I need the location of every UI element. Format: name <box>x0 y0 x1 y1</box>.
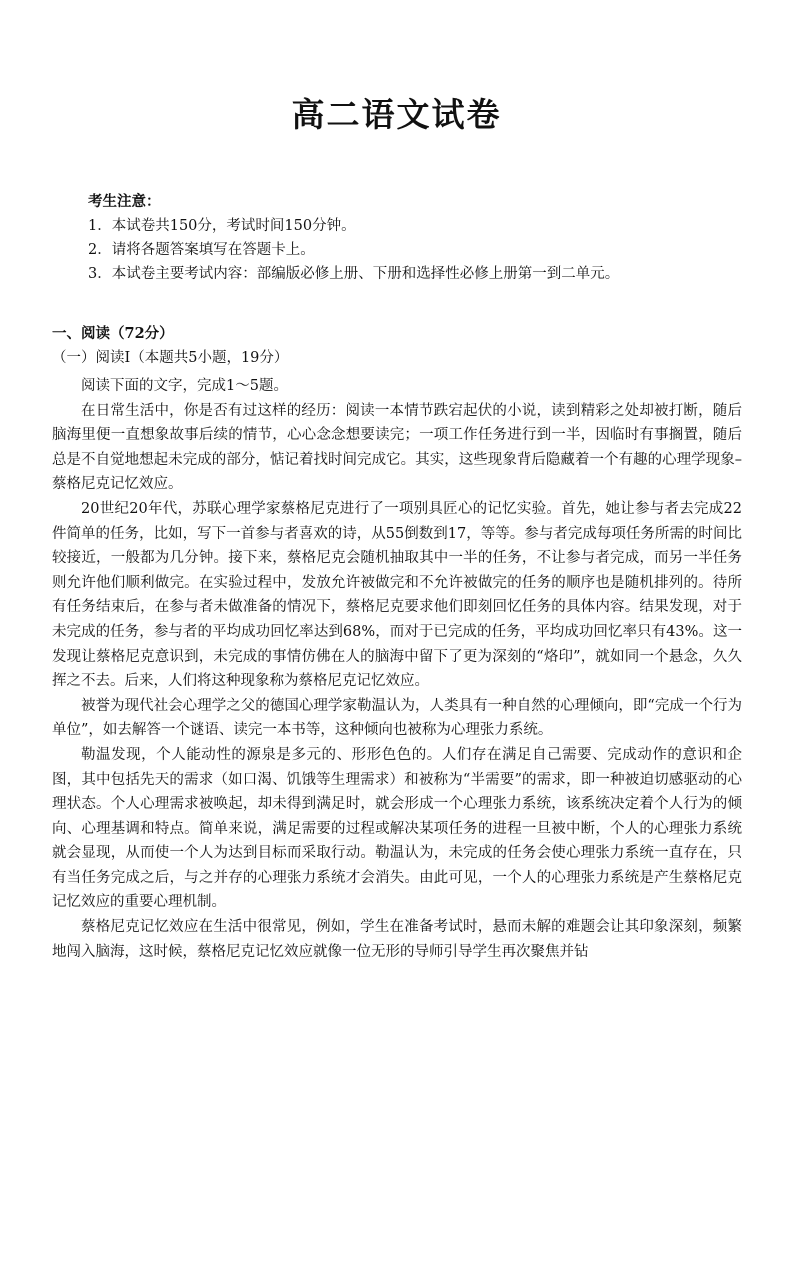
exam-title: 高二语文试卷 <box>291 95 502 134</box>
paragraph: 20世纪20年代，苏联心理学家蔡格尼克进行了一项别具匠心的记忆实验。首先，她让参与者去完成22件简单的任务，比如，写下一首参与者喜欢的诗，从55倒数到17，等等。参与者完成每项任务所需的时间比较接近，一般都为几分钟。接下来，蔡格尼克会随机抽取其中一半的任务，不让参与者完成，而另一半任务则允许他们顺利做完。在实验过程中，发放允许被做完和不允许被做完的任务的顺序也是随机排列的。待所有任务结束后，在参与者未做准备的情况下，蔡格尼克要求他们即刻回忆任务的具体内容。结果发现，对于未完成的任务，参与者的平均成功回忆率达到68%，而对于已完成的任务，平均成功回忆率只有43%。这一发现让蔡格尼克意识到，未完成的事情仿佛在人的脑海中留下了更为深刻的“烙印”，就如同一个悬念，久久挥之不去。后来，人们将这种现象称为蔡格尼克记忆效应。 <box>52 500 742 690</box>
notice-heading: 考生注意： <box>88 193 161 210</box>
instruction: 阅读下面的文字，完成1～5题。 <box>81 378 288 394</box>
paragraph: 勒温发现，个人能动性的源泉是多元的、形形色色的。人们存在满足自己需要、完成动作的意识和企图，其中包括先天的需求（如口渴、饥饿等生理需求）和被称为“半需要”的需求，即一种被迫切感驱动的心理状态。个人心理需求被唤起，却未得到满足时，就会形成一个心理张力系统，该系统决定着个人行为的倾向、心理基调和特点。简单来说，满足需要的过程或解决某项任务的进程一旦被中断，个人的心理张力系统就会显现，从而使一个人为达到目标而采取行动。勒温认为，未完成的任务会使心理张力系统一直存在，只有当任务完成之后，与之并存的心理张力系统才会消失。由此可见，一个人的心理张力系统是产生蔡格尼克记忆效应的重要心理机制。 <box>52 746 742 911</box>
notice-item: 3．本试卷主要考试内容：部编版必修上册、下册和选择性必修上册第一到二单元。 <box>88 266 620 282</box>
candidate-notice <box>88 190 768 286</box>
notice-item: 2．请将各题答案填写在答题卡上。 <box>88 242 315 258</box>
subsection-heading: （一）阅读I（本题共5小题，19分） <box>52 350 289 366</box>
notice-item: 1．本试卷共150分，考试时间150分钟。 <box>88 218 356 234</box>
paragraph: 被誉为现代社会心理学之父的德国心理学家勒温认为，人类具有一种自然的心理倾向，即“完成一个行为单位”，如去解答一个谜语、读完一本书等，这种倾向也被称为心理张力系统。 <box>52 697 742 739</box>
paragraph: 蔡格尼克记忆效应在生活中很常见，例如，学生在准备考试时，悬而未解的难题会让其印象深刻，频繁地闯入脑海，这时候，蔡格尼克记忆效应就像一位无形的导师引导学生再次聚焦并钻 <box>52 919 742 960</box>
paragraph: 在日常生活中，你是否有过这样的经历：阅读一本情节跌宕起伏的小说，读到精彩之处却被打断，随后脑海里便一直想象故事后续的情节，心心念念想要读完；一项工作任务进行到一半，因临时有事搁置，随后总是不自觉地想起未完成的部分，惦记着找时间完成它。其实，这些现象背后隐藏着一个有趣的心理学现象–蔡格尼克记忆效应。 <box>52 402 742 493</box>
section-heading: 一、阅读（72分） <box>52 325 174 342</box>
reading-passage <box>52 374 742 964</box>
